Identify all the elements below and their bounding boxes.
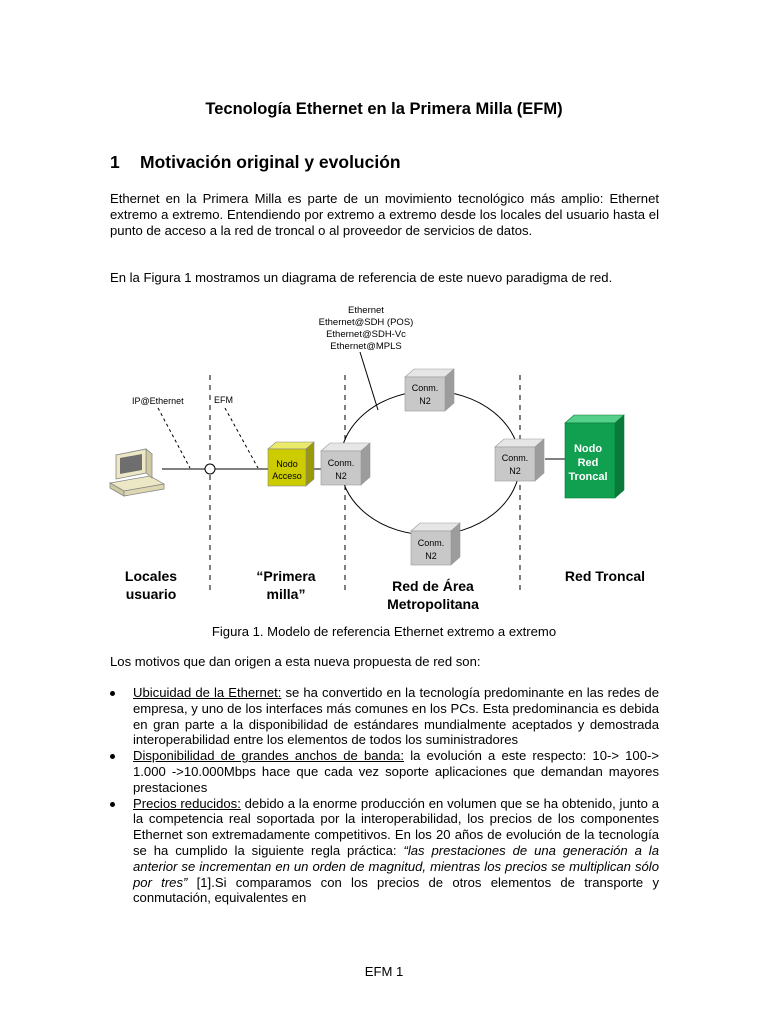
intro-paragraph: Ethernet en la Primera Milla es parte de un movimiento tecnológico más amplio: Ethernet extremo a extremo. Entendiendo por extremo a extremo desde los locales del usuario hasta el punto de acceso a la red de troncal o al proveedor de servicios de datos. bbox=[110, 191, 659, 238]
figure-reference-paragraph: En la Figura 1 mostramos un diagrama de referencia de este nuevo paradigma de red. bbox=[110, 270, 613, 285]
motives-list bbox=[110, 685, 659, 906]
figure-caption: Figura 1. Modelo de referencia Ethernet extremo a extremo bbox=[211, 624, 557, 639]
list-item bbox=[110, 748, 659, 795]
switch-node-top bbox=[405, 369, 454, 411]
reference-diagram bbox=[0, 295, 768, 620]
page-footer: EFM 1 bbox=[364, 964, 404, 979]
bullet-icon bbox=[110, 691, 115, 696]
access-node bbox=[268, 442, 314, 486]
bullet-tail: [1].Si comparamos con los precios de otros elementos de transporte y conmutación, equivalentes en bbox=[133, 874, 659, 906]
zone-label-user-premises: Locales bbox=[124, 568, 178, 584]
ip-ethernet-callout-line bbox=[158, 408, 190, 468]
switch-node-bottom bbox=[411, 523, 460, 565]
bullet-term: Precios reducidos: bbox=[133, 795, 241, 811]
page-title: Tecnología Ethernet en la Primera Milla (EFM) bbox=[205, 100, 563, 118]
section-heading bbox=[110, 152, 401, 173]
access-node-label-line1: Nodo bbox=[276, 459, 298, 469]
switch-node-right bbox=[495, 439, 544, 481]
switch-label-line1: Conm. bbox=[327, 458, 355, 468]
bullet-term: Disponibilidad de grandes anchos de banda: bbox=[133, 748, 405, 764]
trunk-node-label-line3: Troncal bbox=[568, 471, 608, 483]
transport-label: Ethernet@SDH (POS) bbox=[318, 317, 414, 328]
zone-label-metro: Red de Área bbox=[392, 578, 474, 594]
zone-label-metro: Metropolitana bbox=[387, 596, 479, 612]
transport-label: Ethernet bbox=[348, 305, 384, 316]
ip-ethernet-label: IP@Ethernet bbox=[132, 396, 184, 406]
list-item bbox=[110, 685, 659, 748]
transport-label: Ethernet@SDH-Vc bbox=[326, 329, 406, 340]
access-node-label-line2: Acceso bbox=[272, 471, 302, 481]
switch-label-line1: Conm. bbox=[411, 383, 439, 393]
bullet-icon bbox=[110, 754, 115, 759]
transport-label: Ethernet@MPLS bbox=[330, 341, 402, 352]
zone-label-first-mile: milla” bbox=[266, 586, 306, 602]
bullet-text: la evolución a este respecto: 10-> 100-> 1.000 ->10.000Mbps hace que cada vez soporte aplicaciones que demandan mayores prestaciones bbox=[133, 748, 659, 795]
efm-interface-point bbox=[205, 464, 215, 474]
switch-label-line2: N2 bbox=[425, 551, 437, 561]
bullet-icon bbox=[110, 802, 115, 807]
bullet-term: Ubicuidad de la Ethernet: bbox=[133, 685, 282, 700]
switch-node-left bbox=[321, 443, 370, 485]
switch-label-line1: Conm. bbox=[501, 453, 529, 463]
trunk-node bbox=[565, 415, 624, 498]
zone-label-user-premises: usuario bbox=[125, 586, 177, 602]
efm-callout-line bbox=[225, 408, 258, 468]
trunk-node-label-line1: Nodo bbox=[573, 443, 603, 455]
list-item bbox=[110, 796, 659, 907]
bullet-quote: “las prestaciones de una generación a la anterior se incrementan en un orden de magnitud, mientras los precios se multiplican sólo por tres” bbox=[133, 842, 659, 890]
bullet-text: debido a la enorme producción en volumen que se ha obtenido, junto a la competencia real soportada por la interoperabilidad, los precios de los componentes Ethernet son extremadamente competitivos. En los 20 años de evolución de la tecnología se ha cumplido la siguiente regla práctica: bbox=[133, 795, 660, 858]
bullet-text: se ha convertido en la tecnología predominante en las redes de empresa, y uno de los interfaces más comunes en los PCs. Esta predominancia es debida en gran parte a la disponibilidad de estándares mundialmente aceptados y demostrada interoperabilidad entre los elementos de todos los suministradores bbox=[133, 685, 659, 748]
efm-label: EFM bbox=[214, 395, 233, 405]
section-number: 1 bbox=[110, 152, 120, 172]
zone-label-first-mile: “Primera bbox=[256, 568, 316, 584]
motives-intro: Los motivos que dan origen a esta nueva propuesta de red son: bbox=[110, 654, 481, 669]
switch-label-line2: N2 bbox=[509, 466, 521, 476]
switch-label-line2: N2 bbox=[419, 396, 431, 406]
switch-label-line2: N2 bbox=[335, 471, 347, 481]
switch-label-line1: Conm. bbox=[417, 538, 445, 548]
user-pc-icon bbox=[110, 449, 164, 496]
transport-callout-line bbox=[360, 352, 378, 410]
trunk-node-label-line2: Red bbox=[577, 457, 599, 469]
section-title: Motivación original y evolución bbox=[140, 152, 401, 172]
zone-label-trunk: Red Troncal bbox=[564, 568, 646, 584]
